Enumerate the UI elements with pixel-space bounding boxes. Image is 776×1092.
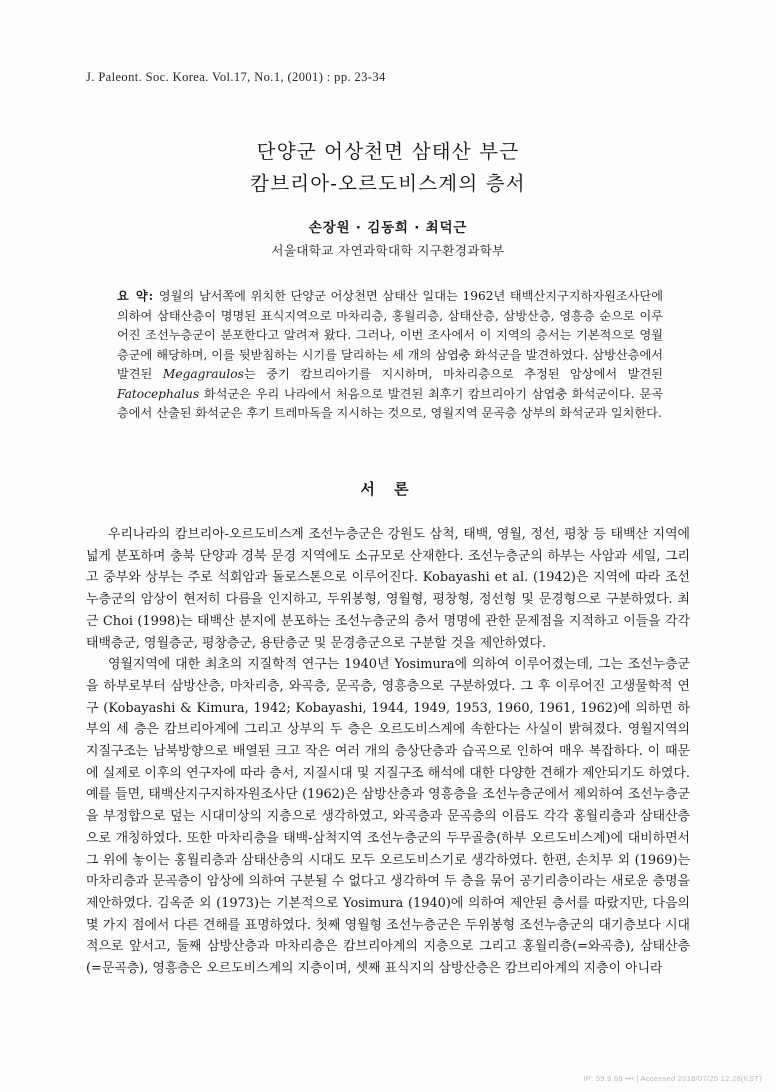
article-title (0, 136, 776, 200)
author-block (0, 216, 776, 259)
article-title-line-1: 단양군 어상천면 삼태산 부근 (256, 140, 520, 163)
abstract-block (117, 287, 663, 424)
access-stamp: IP: 59.9.69 ••• | Accessed 2018/07/25 12:26(KST) (583, 1074, 762, 1083)
abstract-genus-megagraulos: Megagraulos (162, 367, 244, 381)
body-column (86, 524, 690, 980)
abstract-genus-fatocephalus: Fatocephalus (117, 386, 200, 401)
abstract-text-part-3: 화석군은 우리 나라에서 처음으로 발견된 최후기 캄브리아기 삼엽충 화석군이다. 문곡층에서 산출된 화석군은 후기 트레마독을 지시하는 것으로, 영월지역 문곡층 상부의 화석군과 일치한다. (117, 386, 663, 420)
body-paragraph: 우리나라의 캄브리아-오르도비스계 조선누층군은 강원도 삼척, 태백, 영월, 정선, 평창 등 태백산 지역에 넓게 분포하며 충북 단양과 경북 문경 지역에도 소규모로 산재한다. 조선누층군의 하부는 사암과 세일, 그리고 중부와 상부는 주로 석회암과 돌로스톤으로 이루어진다. Kobayashi et al. (1942)은 지역에 따라 조선누층군의 암상이 현저히 다름을 인지하고, 두위봉형, 영월형, 평창형, 정선형 및 문경형으로 구분하였다. 최근 Choi (1998)는 태백산 분지에 분포하는 조선누층군의 층서 명명에 관한 문제점을 지적하고 이들을 각각 태백층군, 영월층군, 평창층군, 용탄층군 및 문경층군으로 구분할 것을 제안하였다. (86, 527, 690, 651)
section-heading-introduction: 서 론 (360, 480, 416, 498)
running-head: J. Paleont. Soc. Korea. Vol.17, No.1, (2001) : pp. 23-34 (86, 70, 386, 84)
author-affiliation: 서울대학교 자연과학대학 지구환경과학부 (271, 243, 505, 258)
abstract-text-part-2: 는 중기 캄브리아기를 지시하며, 마차리층으로 추정된 암상에서 발견된 (243, 367, 663, 381)
article-title-line-2: 캄브리아-오르도비스계의 층서 (250, 172, 526, 195)
body-paragraph: 영월지역에 대한 최초의 지질학적 연구는 1940년 Yosimura에 의하여 이루어졌는데, 그는 조선누층군을 하부로부터 삼방산층, 마차리층, 와곡층, 문곡층, 영흥층으로 구분하였다. 그 후 이루어진 고생물학적 연구 (Kobayashi & Kimura, 1942; Kobayashi, 1944, 1949, 1953, 1960, 1961, 1962)에 의하면 하부의 세 층은 캄브리아계에 그리고 상부의 두 층은 오르도비스계에 속한다는 사실이 밝혀졌다. 영월지역의 지질구조는 남북방향으로 배열된 크고 작은 여러 개의 층상단층과 습곡으로 인하여 매우 복잡하다. 이 때문에 실제로 이후의 연구자에 따라 층서, 지질시대 및 지질구조 해석에 대한 다양한 견해가 제안되기도 하였다. 예를 들면, 태백산지구지하자원조사단 (1962)은 삼방산층과 영흥층을 조선누층군에서 제외하여 조선누층군을 부정합으로 덮는 시대미상의 지층으로 생각하였고, 와곡층과 문곡층의 이름도 각각 홍월리층과 삼태산층으로 개칭하였다. 또한 마차리층을 태백-삼척지역 조선누층군의 두무골층(하부 오르도비스계)에 대비하면서 그 위에 놓이는 홍월리층과 삼태산층의 시대도 모두 오르도비스기로 생각하였다. 한편, 손치무 외 (1969)는 마차리층과 문곡층이 암상에 의하여 구분될 수 없다고 생각하여 두 층을 묶어 공기리층이라는 새로운 층명을 제안하였다. 김옥준 외 (1973)는 기본적으로 Yosimura (1940)에 의하여 제안된 층서를 따랐지만, 다음의 몇 가지 점에서 다른 견해를 표명하였다. 첫째 영월형 조선누층군은 두위봉형 조선누층군의 대기층보다 시대적으로 앞서고, 둘째 삼방산층과 마차리층은 캄브리아계의 지층으로 그리고 홍월리층(=와곡층), 삼태산층(=문곡층), 영흥층은 오르도비스계의 지층이며, 셋째 표식지의 삼방산층은 캄브리아계의 지층이 아니라 (86, 657, 690, 977)
author-list: 손장원 · 김동희 · 최덕근 (308, 220, 468, 236)
abstract-text-part-1: 영월의 남서쪽에 위치한 단양군 어상천면 삼태산 일대는 1962년 태백산지구지하자원조사단에 의하여 삼태산층이 명명된 표식지역으로 마차리층, 홍월리층, 삼태산층, 삼방산층, 영흥층 순으로 이루어진 조선누층군이 분포한다고 알려져 왔다. 그러나, 이번 조사에서 이 지역의 층서는 기본적으로 영월층군에 해당하며, 이를 뒷받침하는 시기를 달리하는 세 개의 삼엽충 화석군을 발견하였다. 삼방산층에서 발견된 (117, 289, 663, 381)
abstract-label: 요 약: (117, 289, 155, 303)
